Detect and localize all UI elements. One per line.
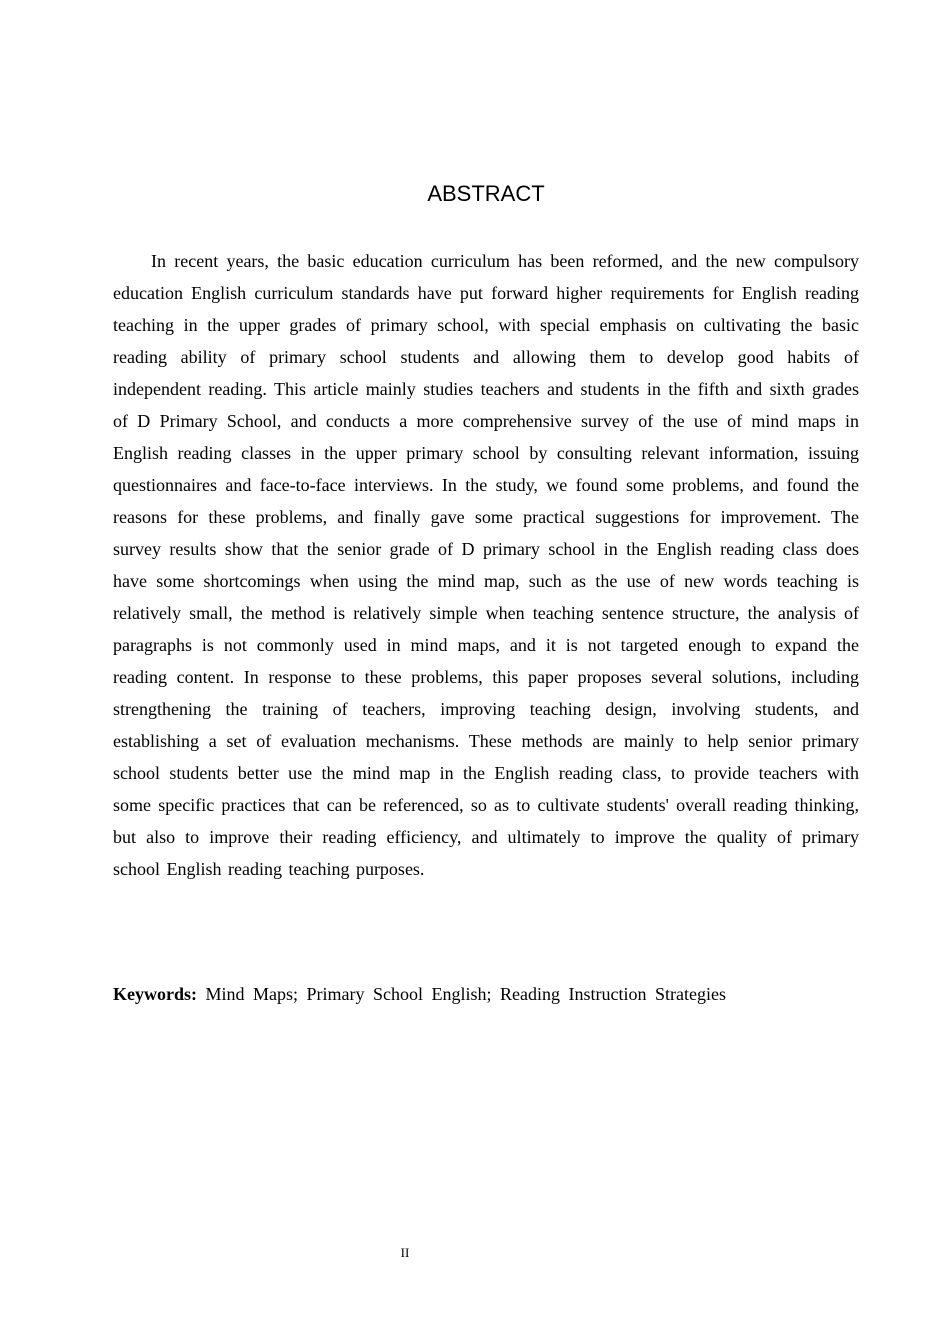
keywords-text: Mind Maps; Primary School English; Reading Instruction Strategies	[205, 984, 726, 1004]
page-title: ABSTRACT	[427, 181, 545, 206]
abstract-paragraph: In recent years, the basic education curriculum has been reformed, and the new compulsory education English curriculum standards have put forward higher requirements for English reading teaching in the upper grades of primary school, with special emphasis on cultivating the basic reading ability of primary school students and allowing them to develop good habits of independent reading. This article mainly studies teachers and students in the fifth and sixth grades of D Primary School, and conducts a more comprehensive survey of the use of mind maps in English reading classes in the upper primary school by consulting relevant information, issuing questionnaires and face-to-face interviews. In the study, we found some problems, and found the reasons for these problems, and finally gave some practical suggestions for improvement. The survey results show that the senior grade of D primary school in the English reading class does have some shortcomings when using the mind map, such as the use of new words teaching is relatively small, the method is relatively simple when teaching sentence structure, the analysis of paragraphs is not commonly used in mind maps, and it is not targeted enough to expand the reading content. In response to these problems, this paper proposes several solutions, including strengthening the training of teachers, improving teaching design, involving students, and establishing a set of evaluation mechanisms. These methods are mainly to help senior primary school students better use the mind map in the English reading class, to provide teachers with some specific practices that can be referenced, so as to cultivate students' overall reading thinking, but also to improve their reading efficiency, and ultimately to improve the quality of primary school English reading teaching purposes.	[113, 251, 859, 879]
page-number: II	[400, 1245, 410, 1260]
keywords-line	[113, 979, 859, 1009]
keywords-label: Keywords:	[113, 984, 197, 1004]
